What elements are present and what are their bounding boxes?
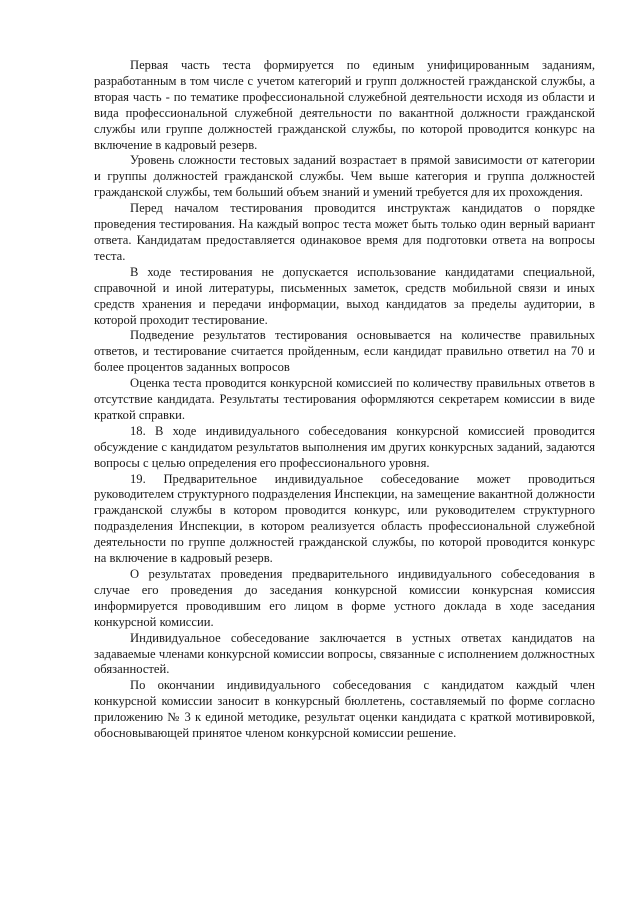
paragraph-18-interview: 18. В ходе индивидуального собеседования конкурсной комиссией проводится обсуждение с кандидатом результатов выполнения им других конкурсных заданий, задаются вопросы с целью определения его профессионального уровня. xyxy=(94,423,595,470)
paragraph-instruction: Перед началом тестирования проводится инструктаж кандидатов о порядке проведения тестирования. На каждый вопрос теста может быть только один верный вариант ответа. Кандидатам предоставляется одинаковое время для подготовки ответа на вопросы теста. xyxy=(94,201,595,263)
paragraph-test-evaluation: Оценка теста проводится конкурсной комиссией по количеству правильных ответов в отсутствие кандидата. Результаты тестирования оформляются секретарем комиссии в виде краткой справки. xyxy=(94,376,595,422)
paragraph-interview-report: О результатах проведения предварительного индивидуального собеседования в случае его проведения до заседания конкурсной комиссии конкурсная комиссия информируется проводившим его лицом в форме устного доклада в ходе заседания конкурсной комиссии. xyxy=(94,567,595,629)
paragraph-test-parts: Первая часть теста формируется по единым унифицированным заданиям, разработанным в том числе с учетом категорий и групп должностей гражданской службы, а вторая часть - по тематике профессиональной служебной деятельности исходя из области и вида профессиональной служебной деятельности по вакантной должности гражданской службы или группе должностей гражданской службы, по которой проводится конкурс на включение в кадровый резерв. xyxy=(94,58,595,152)
paragraph-results: Подведение результатов тестирования основывается на количестве правильных ответов, и тестирование считается пройденным, если кандидат правильно ответил на 70 и более процентов заданных вопросов xyxy=(94,328,595,375)
paragraph-19-preliminary-interview: 19. Предварительное индивидуальное собеседование может проводиться руководителем структурного подразделения Инспекции, на замещение вакантной должности гражданской службы в котором проводится конкурс, или руководителем структурного подразделения Инспекции, в котором реализуется область профессиональной служебной деятельности по группе должностей гражданской службы, по которой проводится конкурс на включение в кадровый резерв. xyxy=(94,471,595,566)
paragraph-testing-rules: В ходе тестирования не допускается использование кандидатами специальной, справочной и иной литературы, письменных заметок, средств мобильной связи и иных средств хранения и передачи информации, выход кандидатов за пределы аудитории, в которой проходит тестирование. xyxy=(94,264,595,327)
paragraph-difficulty-level: Уровень сложности тестовых заданий возрастает в прямой зависимости от категории и группы должностей гражданской службы. Чем выше категория и группа должностей гражданской службы, тем больший объем знаний и умений требуется для их прохождения. xyxy=(94,153,595,200)
paragraph-ballot: По окончании индивидуального собеседования с кандидатом каждый член конкурсной комиссии заносит в конкурсный бюллетень, составляемый по форме согласно приложению № 3 к единой методике, результат оценки кандидата с краткой мотивировкой, обосновывающей принятое членом конкурсной комиссии решение. xyxy=(94,678,595,741)
paragraph-interview-answers: Индивидуальное собеседование заключается в устных ответах кандидатов на задаваемые членами конкурсной комиссии вопросы, связанные с исполнением должностных обязанностей. xyxy=(94,630,595,677)
document-body xyxy=(94,58,595,742)
